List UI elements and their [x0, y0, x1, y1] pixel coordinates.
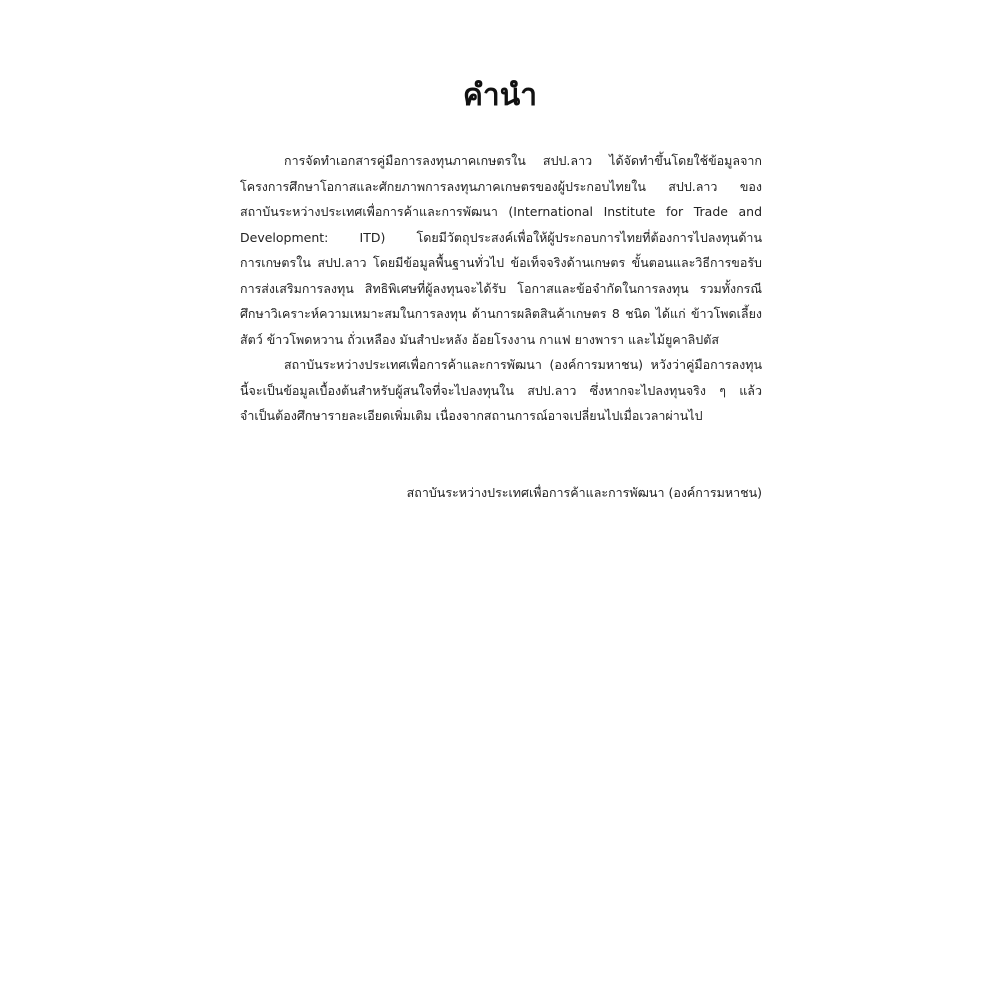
signature-line: สถาบันระหว่างประเทศเพื่อการค้าและการพัฒนา (องค์การมหาชน)	[406, 485, 762, 500]
preface-body	[240, 148, 762, 429]
paragraph-2: สถาบันระหว่างประเทศเพื่อการค้าและการพัฒนา (องค์การมหาชน) หวังว่าคู่มือการลงทุนนี้จะเป็นข้อมูลเบื้องต้นสำหรับผู้สนใจที่จะไปลงทุนใน สปป.ลาว ซึ่งหากจะไปลงทุนจริง ๆ แล้ว จำเป็นต้องศึกษารายละเอียดเพิ่มเติม เนื่องจากสถานการณ์อาจเปลี่ยนไปเมื่อเวลาผ่านไป	[240, 357, 762, 423]
paragraph-1: การจัดทำเอกสารคู่มือการลงทุนภาคเกษตรใน สปป.ลาว ได้จัดทำขึ้นโดยใช้ข้อมูลจากโครงการศึกษาโอกาสและศักยภาพการลงทุนภาคเกษตรของผู้ประกอบไทยใน สปป.ลาว ของสถาบันระหว่างประเทศเพื่อการค้าและการพัฒนา (International Institute for Trade and Development: ITD) โดยมีวัตถุประสงค์เพื่อให้ผู้ประกอบการไทยที่ต้องการไปลงทุนด้านการเกษตรใน สปป.ลาว โดยมีข้อมูลพื้นฐานทั่วไป ข้อเท็จจริงด้านเกษตร ขั้นตอนและวิธีการขอรับการส่งเสริมการลงทุน สิทธิพิเศษที่ผู้ลงทุนจะได้รับ โอกาสและข้อจำกัดในการลงทุน รวมทั้งกรณีศึกษาวิเคราะห์ความเหมาะสมในการลงทุน ด้านการผลิตสินค้าเกษตร 8 ชนิด ได้แก่ ข้าวโพดเลี้ยงสัตว์ ข้าวโพดหวาน ถั่วเหลือง มันสำปะหลัง อ้อยโรงงาน กาแฟ ยางพารา และไม้ยูคาลิปตัส	[240, 153, 762, 347]
page-title: คำนำ	[462, 78, 538, 113]
